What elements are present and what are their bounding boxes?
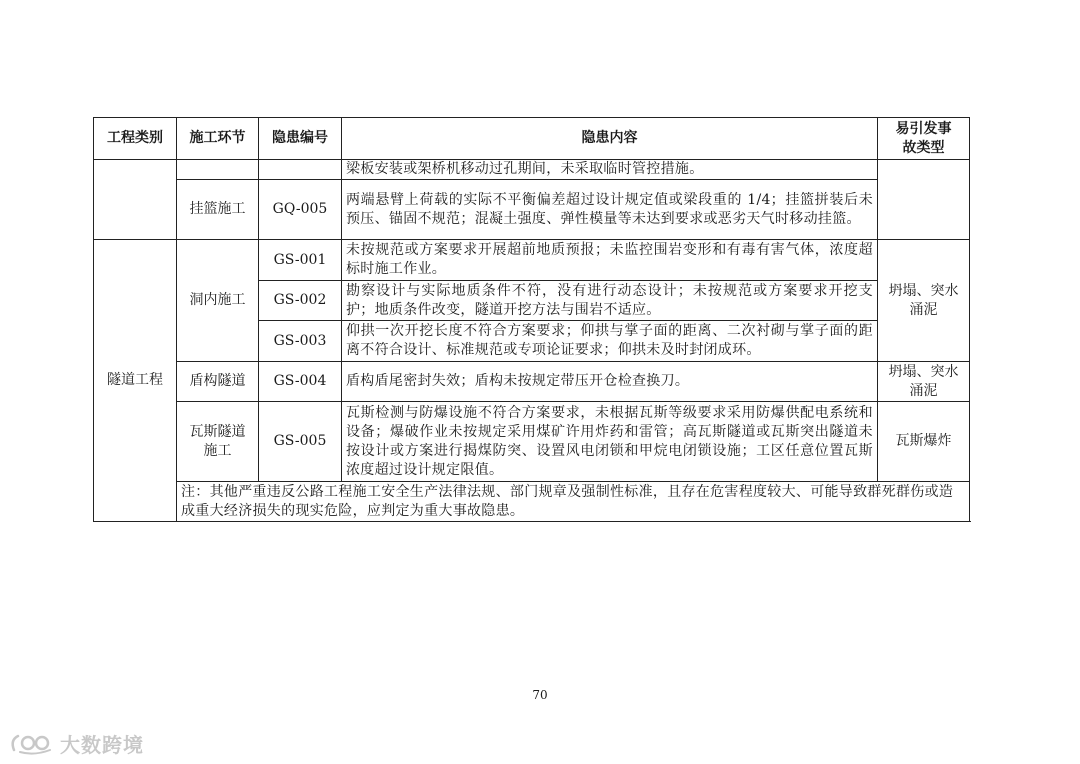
accident-cell-empty (878, 160, 970, 240)
code-cell: GS-003 (259, 321, 342, 362)
table-row (94, 240, 970, 281)
accident-cell: 坍塌、突水涌泥 (878, 240, 970, 362)
stage-cell-empty (177, 160, 259, 180)
table-row (94, 180, 970, 240)
watermark (8, 728, 144, 758)
code-cell-empty (259, 160, 342, 180)
content-cell: 勘察设计与实际地质条件不符，没有进行动态设计；未按规范或方案要求开挖支护；地质条件改变，隧道开挖方法与围岩不适应。 (342, 281, 878, 321)
hazard-table (93, 117, 970, 522)
code-cell: GS-001 (259, 240, 342, 281)
code-cell: GS-004 (259, 362, 342, 402)
page-number: 70 (532, 688, 548, 702)
watermark-logo-icon (8, 730, 56, 756)
table-note-row (94, 482, 970, 522)
content-cell: 未按规范或方案要求开展超前地质预报；未监控围岩变形和有毒有害气体，浓度超标时施工作业。 (342, 240, 878, 281)
watermark-text: 大数跨境 (60, 732, 144, 757)
code-cell: GQ-005 (259, 180, 342, 240)
stage-cell: 挂篮施工 (177, 180, 259, 240)
stage-cell: 盾构隧道 (177, 362, 259, 402)
stage-cell: 洞内施工 (177, 240, 259, 362)
table-header-row (94, 118, 970, 160)
header-accident: 易引发事故类型 (878, 118, 970, 160)
content-cell: 盾构盾尾密封失效；盾构未按规定带压开仓检查换刀。 (342, 362, 878, 402)
header-category: 工程类别 (94, 118, 177, 160)
header-content: 隐患内容 (342, 118, 878, 160)
stage-cell: 瓦斯隧道施工 (177, 402, 259, 482)
content-cell: 仰拱一次开挖长度不符合方案要求；仰拱与掌子面的距离、二次衬砌与掌子面的距离不符合设计、标准规范或专项论证要求；仰拱未及时封闭成环。 (342, 321, 878, 362)
header-code: 隐患编号 (259, 118, 342, 160)
category-cell-empty (94, 160, 177, 240)
table-row (94, 160, 970, 180)
accident-cell: 瓦斯爆炸 (878, 402, 970, 482)
code-cell: GS-002 (259, 281, 342, 321)
content-cell: 两端悬臂上荷载的实际不平衡偏差超过设计规定值或梁段重的 1/4；挂篮拼装后未预压、锚固不规范；混凝土强度、弹性模量等未达到要求或恶劣天气时移动挂篮。 (342, 180, 878, 240)
content-cell: 梁板安装或架桥机移动过孔期间，未采取临时管控措施。 (342, 160, 878, 180)
header-stage: 施工环节 (177, 118, 259, 160)
code-cell: GS-005 (259, 402, 342, 482)
accident-cell: 坍塌、突水涌泥 (878, 362, 970, 402)
table-note: 注：其他严重违反公路工程施工安全生产法律法规、部门规章及强制性标准，且存在危害程度较大、可能导致群死群伤或造成重大经济损失的现实危险，应判定为重大事故隐患。 (177, 482, 970, 522)
category-cell: 隧道工程 (94, 240, 177, 522)
content-cell: 瓦斯检测与防爆设施不符合方案要求，未根据瓦斯等级要求采用防爆供配电系统和设备；爆破作业未按规定采用煤矿许用炸药和雷管；高瓦斯隧道或瓦斯突出隧道未按设计或方案进行揭煤防突、设置风电闭锁和甲烷电闭锁设施；工区任意位置瓦斯浓度超过设计规定限值。 (342, 402, 878, 482)
table-row (94, 362, 970, 402)
table-row (94, 402, 970, 482)
